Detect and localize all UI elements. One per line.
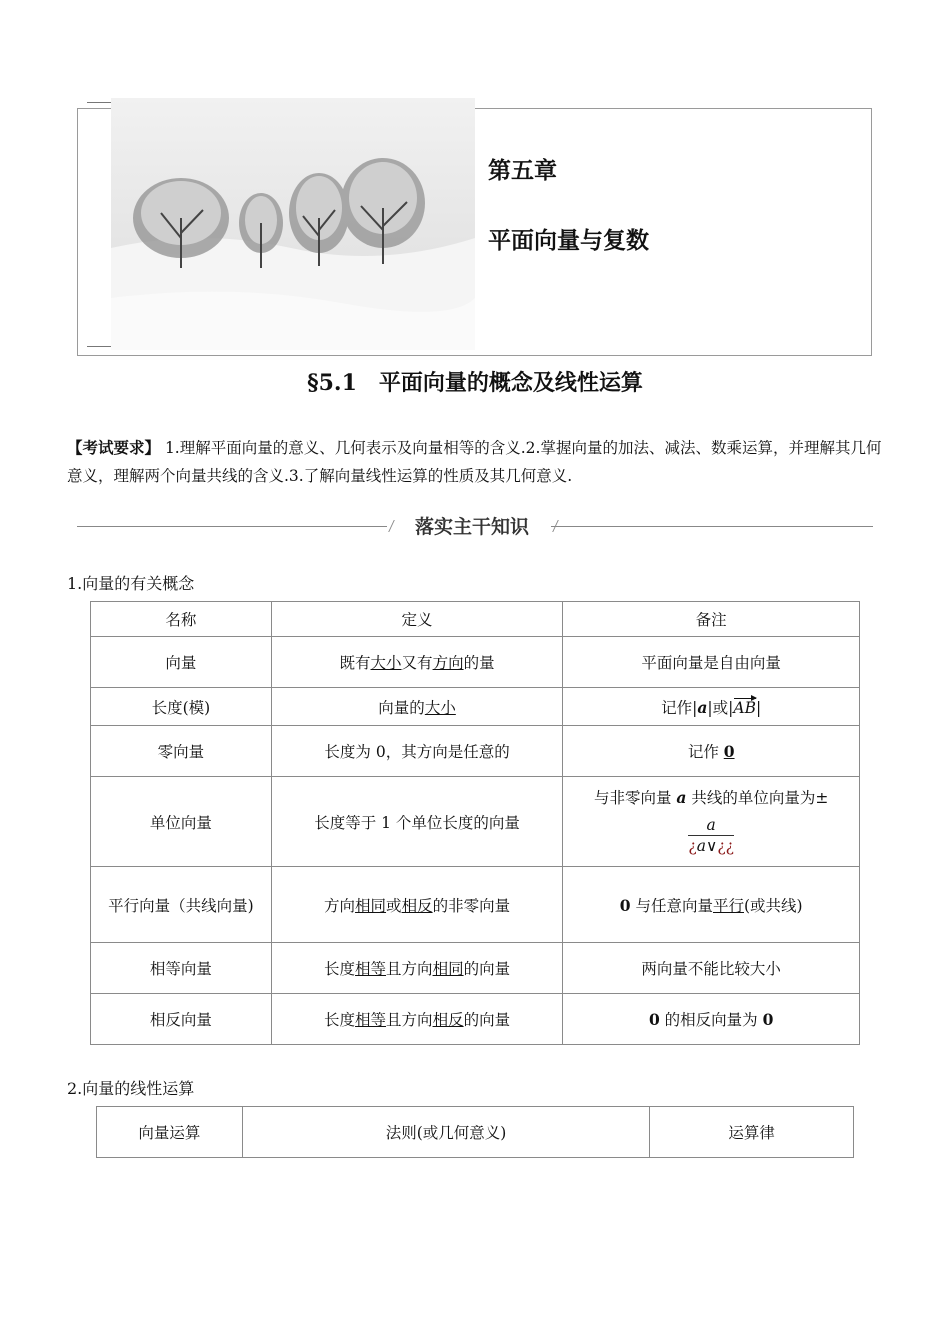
vector-arrow-ab: AB xyxy=(733,698,756,717)
section-title: §5.1 平面向量的概念及线性运算 xyxy=(307,370,643,396)
row-note: 记作|a|或|AB| xyxy=(563,688,860,726)
header-name: 名称 xyxy=(91,602,272,637)
heading-concepts: 1.向量的有关概念 xyxy=(67,574,195,593)
chapter-title: 平面向量与复数 xyxy=(488,228,649,254)
row-definition: 方向相同或相反的非零向量 xyxy=(271,867,563,943)
row-name: 向量 xyxy=(91,637,272,688)
row-definition: 长度相等且方向相反的向量 xyxy=(271,994,563,1045)
row-note: 0 的相反向量为 0 xyxy=(563,994,860,1045)
table-row xyxy=(91,943,860,994)
requirements-label: 【考试要求】 xyxy=(67,438,161,457)
chapter-number: 第五章 xyxy=(488,158,557,184)
row-name: 相等向量 xyxy=(91,943,272,994)
divider-label: 落实主干知识 xyxy=(414,516,529,538)
row-definition: 既有大小又有方向的量 xyxy=(271,637,563,688)
header-rule: 法则(或几何意义) xyxy=(242,1107,649,1158)
row-definition: 长度为 0，其方向是任意的 xyxy=(271,726,563,777)
linear-ops-table xyxy=(96,1106,854,1158)
header-definition: 定义 xyxy=(271,602,563,637)
divider-line-right xyxy=(551,526,873,527)
header-operation: 向量运算 xyxy=(97,1107,243,1158)
row-note: 与非零向量 a 共线的单位向量为± $\frac{a}{¿a\vee¿¿}$ xyxy=(563,777,860,867)
row-note: 平面向量是自由向量 xyxy=(563,637,860,688)
row-note: 0 与任意向量平行(或共线) xyxy=(563,867,860,943)
exam-requirements xyxy=(67,434,885,490)
table-row xyxy=(91,726,860,777)
snow-landscape-image xyxy=(111,98,475,350)
chapter-banner xyxy=(77,98,872,356)
table-header-row xyxy=(97,1107,854,1158)
unit-vector-fraction: $\frac{a}{¿a\vee¿¿}$ xyxy=(688,816,734,855)
row-name: 平行向量（共线向量) xyxy=(91,867,272,943)
row-definition: 向量的大小 xyxy=(271,688,563,726)
snowy-trees-photo xyxy=(111,98,475,350)
table-row xyxy=(91,777,860,867)
row-note: 两向量不能比较大小 xyxy=(563,943,860,994)
header-law: 运算律 xyxy=(650,1107,854,1158)
section-divider xyxy=(77,512,873,542)
row-name: 零向量 xyxy=(91,726,272,777)
requirements-text: 1.理解平面向量的意义、几何表示及向量相等的含义.2.掌握向量的加法、减法、数乘运算，并理解其几何意义，理解两个向量共线的含义.3.了解向量线性运算的性质及其几何意义. xyxy=(67,439,882,485)
divider-mark-left xyxy=(378,520,395,532)
header-note: 备注 xyxy=(563,602,860,637)
table-row xyxy=(91,994,860,1045)
row-note: 记作 0 xyxy=(563,726,860,777)
row-name: 单位向量 xyxy=(91,777,272,867)
table-row xyxy=(91,637,860,688)
divider-line-left xyxy=(77,526,387,527)
table-header-row xyxy=(91,602,860,637)
heading-linear-ops: 2.向量的线性运算 xyxy=(67,1079,195,1098)
row-name: 相反向量 xyxy=(91,994,272,1045)
row-name: 长度(模) xyxy=(91,688,272,726)
table-row xyxy=(91,688,860,726)
table-row xyxy=(91,867,860,943)
concepts-table xyxy=(90,601,860,1045)
row-definition: 长度等于 1 个单位长度的向量 xyxy=(271,777,563,867)
row-definition: 长度相等且方向相同的向量 xyxy=(271,943,563,994)
